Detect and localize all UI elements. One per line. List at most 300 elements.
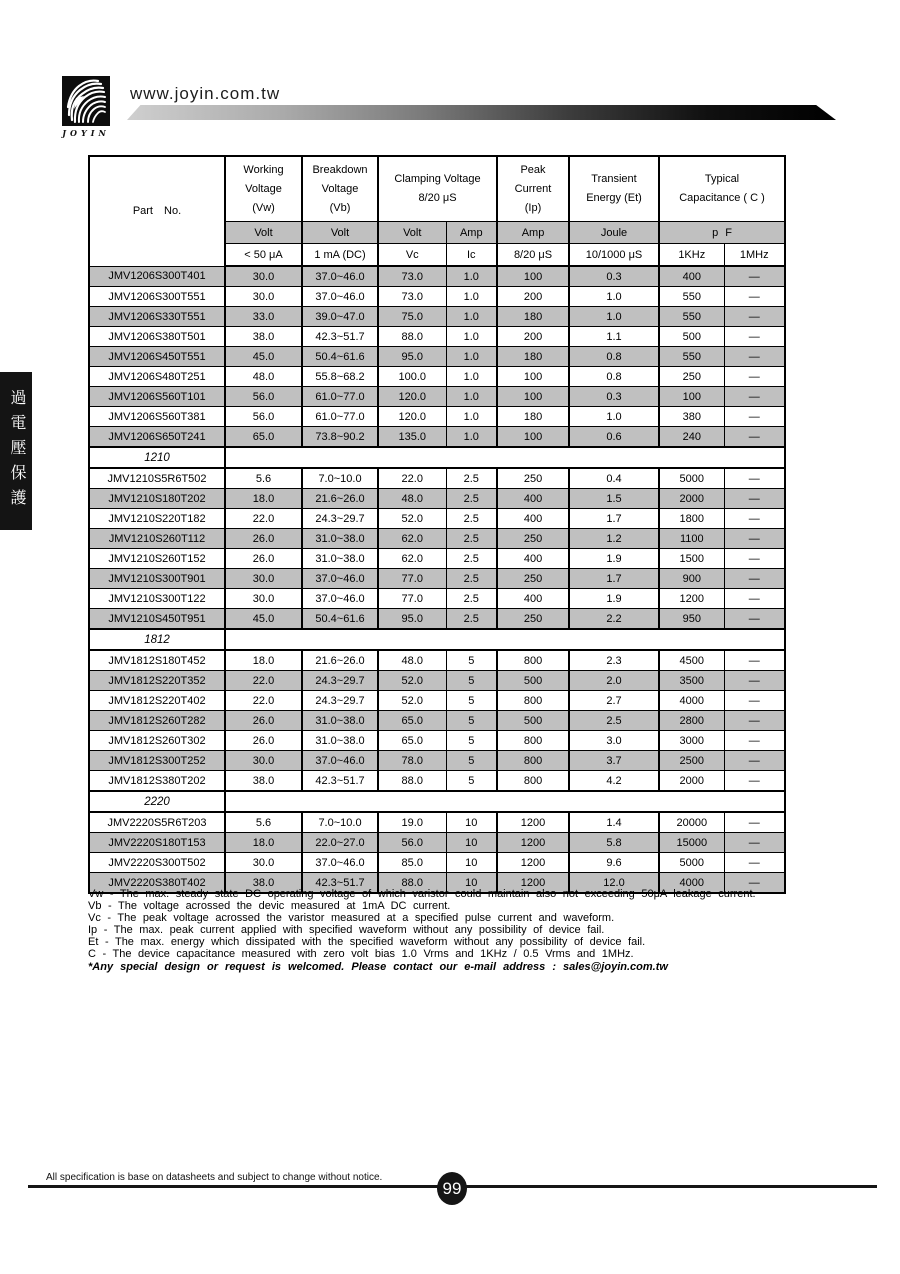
value-cell: — bbox=[724, 609, 785, 630]
value-cell: — bbox=[724, 287, 785, 307]
value-cell: 45.0 bbox=[225, 347, 302, 367]
value-cell: 180 bbox=[497, 307, 569, 327]
value-cell: 1200 bbox=[497, 833, 569, 853]
value-cell: 1.9 bbox=[569, 589, 659, 609]
value-cell: 61.0~77.0 bbox=[302, 407, 378, 427]
footnote-vw: Vw - The max. steady state DC operating voltage of which varistor could maintain also not exceeding 50μA leakage current. bbox=[88, 888, 756, 900]
value-cell: 77.0 bbox=[378, 569, 446, 589]
header-line: Working bbox=[243, 163, 284, 176]
website-url: www.joyin.com.tw bbox=[130, 84, 281, 103]
value-cell: 500 bbox=[497, 711, 569, 731]
header-line: (Vb) bbox=[329, 201, 351, 214]
value-cell: — bbox=[724, 509, 785, 529]
part-no-cell: JMV1210S5R6T502 bbox=[89, 468, 225, 489]
value-cell: 1.0 bbox=[446, 427, 497, 448]
value-cell: 21.6~26.0 bbox=[302, 650, 378, 671]
value-cell: 1.9 bbox=[569, 549, 659, 569]
value-cell: 2.5 bbox=[569, 711, 659, 731]
value-cell: 5.6 bbox=[225, 468, 302, 489]
value-cell: 100 bbox=[497, 367, 569, 387]
part-no-cell: JMV1210S450T951 bbox=[89, 609, 225, 630]
value-cell: 1500 bbox=[659, 549, 724, 569]
footnote-c: C - The device capacitance measured with zero volt bias 1.0 Vrms and 1KHz / 0.5 Vrms and 1MHz. bbox=[88, 948, 634, 960]
value-cell: 26.0 bbox=[225, 549, 302, 569]
condition-cell: 1MHz bbox=[724, 244, 785, 267]
value-cell: 30.0 bbox=[225, 266, 302, 287]
value-cell: — bbox=[724, 691, 785, 711]
value-cell: 0.4 bbox=[569, 468, 659, 489]
value-cell: 1.0 bbox=[569, 407, 659, 427]
value-cell: 2.5 bbox=[446, 589, 497, 609]
value-cell: 56.0 bbox=[225, 387, 302, 407]
value-cell: 180 bbox=[497, 407, 569, 427]
value-cell: 48.0 bbox=[378, 489, 446, 509]
value-cell: 37.0~46.0 bbox=[302, 287, 378, 307]
value-cell: 250 bbox=[497, 529, 569, 549]
unit-cell: Volt bbox=[225, 222, 302, 244]
value-cell: 1.0 bbox=[446, 347, 497, 367]
part-no-cell: JMV1206S560T101 bbox=[89, 387, 225, 407]
table-row bbox=[89, 609, 785, 630]
value-cell: 26.0 bbox=[225, 731, 302, 751]
value-cell: 21.6~26.0 bbox=[302, 489, 378, 509]
part-no-cell: JMV1210S300T122 bbox=[89, 589, 225, 609]
value-cell: 100 bbox=[497, 387, 569, 407]
value-cell: — bbox=[724, 589, 785, 609]
value-cell: 10 bbox=[446, 853, 497, 873]
table-row bbox=[89, 569, 785, 589]
value-cell: 65.0 bbox=[378, 731, 446, 751]
footer-disclaimer: All specification is base on datasheets and subject to change without notice. bbox=[46, 1172, 383, 1183]
value-cell: — bbox=[724, 731, 785, 751]
table-row bbox=[89, 307, 785, 327]
value-cell: — bbox=[724, 529, 785, 549]
value-cell: 1.0 bbox=[446, 327, 497, 347]
value-cell: 30.0 bbox=[225, 287, 302, 307]
unit-cell: p F bbox=[659, 222, 785, 244]
table-row bbox=[89, 751, 785, 771]
value-cell: — bbox=[724, 427, 785, 448]
value-cell: 5 bbox=[446, 731, 497, 751]
contact-note-text: *Any special design or request is welcomed. Please contact our e-mail address : bbox=[88, 961, 564, 973]
header-gradient-bar bbox=[127, 105, 836, 120]
value-cell: 18.0 bbox=[225, 833, 302, 853]
value-cell: 5 bbox=[446, 671, 497, 691]
value-cell: 1.4 bbox=[569, 812, 659, 833]
value-cell: 135.0 bbox=[378, 427, 446, 448]
value-cell: 1.0 bbox=[446, 266, 497, 287]
table-row bbox=[89, 833, 785, 853]
value-cell: 2.5 bbox=[446, 529, 497, 549]
spec-table-container bbox=[88, 155, 786, 894]
value-cell: 1200 bbox=[659, 589, 724, 609]
footnotes bbox=[88, 888, 788, 973]
value-cell: 50.4~61.6 bbox=[302, 347, 378, 367]
value-cell: 5 bbox=[446, 771, 497, 792]
value-cell: 800 bbox=[497, 691, 569, 711]
value-cell: 400 bbox=[497, 589, 569, 609]
value-cell: 1.1 bbox=[569, 327, 659, 347]
col-header-transient-energy bbox=[569, 156, 659, 222]
value-cell: 100 bbox=[497, 266, 569, 287]
col-header-peak-current bbox=[497, 156, 569, 222]
value-cell: 19.0 bbox=[378, 812, 446, 833]
value-cell: — bbox=[724, 771, 785, 792]
joyin-logo-icon bbox=[62, 76, 110, 126]
part-no-cell: JMV1812S300T252 bbox=[89, 751, 225, 771]
part-no-cell: JMV1206S300T401 bbox=[89, 266, 225, 287]
value-cell: 4000 bbox=[659, 691, 724, 711]
table-row bbox=[89, 509, 785, 529]
header-line: Transient bbox=[591, 173, 637, 185]
part-no-cell: JMV2220S380T402 bbox=[89, 873, 225, 894]
col-header-typical-capacitance bbox=[659, 156, 785, 222]
part-no-cell: JMV1812S260T302 bbox=[89, 731, 225, 751]
part-no-cell: JMV1206S380T501 bbox=[89, 327, 225, 347]
part-no-cell: JMV2220S5R6T203 bbox=[89, 812, 225, 833]
condition-cell: Vc bbox=[378, 244, 446, 267]
header-line: (Ip) bbox=[524, 201, 542, 214]
spec-table bbox=[88, 155, 786, 894]
value-cell: — bbox=[724, 327, 785, 347]
part-no-cell: JMV1812S380T202 bbox=[89, 771, 225, 792]
value-cell: 2.5 bbox=[446, 549, 497, 569]
value-cell: 77.0 bbox=[378, 589, 446, 609]
value-cell: 5 bbox=[446, 751, 497, 771]
value-cell: 22.0 bbox=[225, 509, 302, 529]
value-cell: 39.0~47.0 bbox=[302, 307, 378, 327]
value-cell: 400 bbox=[497, 549, 569, 569]
value-cell: 3.7 bbox=[569, 751, 659, 771]
value-cell: 250 bbox=[497, 569, 569, 589]
value-cell: 22.0 bbox=[378, 468, 446, 489]
value-cell: 0.6 bbox=[569, 427, 659, 448]
header-line: Current bbox=[514, 182, 552, 195]
value-cell: 62.0 bbox=[378, 549, 446, 569]
contact-email: sales@joyin.com.tw bbox=[563, 961, 668, 973]
value-cell: 31.0~38.0 bbox=[302, 549, 378, 569]
value-cell: 400 bbox=[497, 509, 569, 529]
value-cell: 550 bbox=[659, 307, 724, 327]
value-cell: 200 bbox=[497, 287, 569, 307]
value-cell: 3000 bbox=[659, 731, 724, 751]
value-cell: 7.0~10.0 bbox=[302, 468, 378, 489]
value-cell: 1200 bbox=[497, 873, 569, 894]
value-cell: 37.0~46.0 bbox=[302, 589, 378, 609]
value-cell: — bbox=[724, 569, 785, 589]
value-cell: 900 bbox=[659, 569, 724, 589]
value-cell: 24.3~29.7 bbox=[302, 691, 378, 711]
table-row bbox=[89, 812, 785, 833]
value-cell: — bbox=[724, 489, 785, 509]
value-cell: 78.0 bbox=[378, 751, 446, 771]
value-cell: 22.0 bbox=[225, 671, 302, 691]
header-line: Voltage bbox=[245, 182, 282, 195]
value-cell: 2000 bbox=[659, 489, 724, 509]
value-cell: 500 bbox=[659, 327, 724, 347]
value-cell: 550 bbox=[659, 347, 724, 367]
value-cell: 2000 bbox=[659, 771, 724, 792]
part-no-cell: JMV1210S260T112 bbox=[89, 529, 225, 549]
value-cell: 24.3~29.7 bbox=[302, 509, 378, 529]
value-cell: 5000 bbox=[659, 468, 724, 489]
value-cell: — bbox=[724, 711, 785, 731]
value-cell: 42.3~51.7 bbox=[302, 771, 378, 792]
table-row bbox=[89, 387, 785, 407]
section-label: 1210 bbox=[89, 447, 225, 468]
value-cell: 3.0 bbox=[569, 731, 659, 751]
value-cell: 73.0 bbox=[378, 266, 446, 287]
value-cell: 100.0 bbox=[378, 367, 446, 387]
value-cell: 2800 bbox=[659, 711, 724, 731]
value-cell: 500 bbox=[497, 671, 569, 691]
section-label: 2220 bbox=[89, 791, 225, 812]
value-cell: 1200 bbox=[497, 812, 569, 833]
table-row bbox=[89, 691, 785, 711]
value-cell: 88.0 bbox=[378, 873, 446, 894]
footnote-et: Et - The max. energy which dissipated with the specified waveform without any possibility of device fail. bbox=[88, 936, 646, 948]
value-cell: 65.0 bbox=[378, 711, 446, 731]
value-cell: 20000 bbox=[659, 812, 724, 833]
section-empty-cell bbox=[225, 791, 785, 812]
value-cell: 4.2 bbox=[569, 771, 659, 792]
value-cell: 1.2 bbox=[569, 529, 659, 549]
value-cell: 50.4~61.6 bbox=[302, 609, 378, 630]
value-cell: 33.0 bbox=[225, 307, 302, 327]
value-cell: 2.5 bbox=[446, 489, 497, 509]
table-row bbox=[89, 407, 785, 427]
value-cell: 1.0 bbox=[569, 307, 659, 327]
part-no-cell: JMV1812S260T282 bbox=[89, 711, 225, 731]
section-header-row bbox=[89, 791, 785, 812]
section-header-row bbox=[89, 629, 785, 650]
value-cell: 48.0 bbox=[225, 367, 302, 387]
table-row bbox=[89, 367, 785, 387]
value-cell: 55.8~68.2 bbox=[302, 367, 378, 387]
value-cell: 2.7 bbox=[569, 691, 659, 711]
value-cell: — bbox=[724, 387, 785, 407]
header-line: 8/20 μS bbox=[418, 192, 457, 204]
value-cell: 180 bbox=[497, 347, 569, 367]
col-header-part-no: Part No. bbox=[89, 156, 225, 266]
value-cell: 120.0 bbox=[378, 407, 446, 427]
value-cell: 48.0 bbox=[378, 650, 446, 671]
value-cell: 1.0 bbox=[446, 367, 497, 387]
value-cell: 52.0 bbox=[378, 671, 446, 691]
value-cell: 37.0~46.0 bbox=[302, 569, 378, 589]
col-header-working-voltage bbox=[225, 156, 302, 222]
value-cell: 30.0 bbox=[225, 751, 302, 771]
section-empty-cell bbox=[225, 447, 785, 468]
value-cell: 100 bbox=[497, 427, 569, 448]
header-row-main bbox=[89, 156, 785, 222]
value-cell: — bbox=[724, 671, 785, 691]
value-cell: 10 bbox=[446, 873, 497, 894]
value-cell: — bbox=[724, 650, 785, 671]
part-no-cell: JMV1812S220T402 bbox=[89, 691, 225, 711]
value-cell: 37.0~46.0 bbox=[302, 853, 378, 873]
part-no-cell: JMV1206S650T241 bbox=[89, 427, 225, 448]
value-cell: 1200 bbox=[497, 853, 569, 873]
value-cell: 3500 bbox=[659, 671, 724, 691]
condition-cell: Ic bbox=[446, 244, 497, 267]
header-line: Energy (Et) bbox=[586, 192, 642, 204]
value-cell: 2.5 bbox=[446, 609, 497, 630]
value-cell: 0.3 bbox=[569, 387, 659, 407]
value-cell: 100 bbox=[659, 387, 724, 407]
unit-cell: Joule bbox=[569, 222, 659, 244]
part-no-cell: JMV1206S480T251 bbox=[89, 367, 225, 387]
table-row bbox=[89, 589, 785, 609]
value-cell: 56.0 bbox=[378, 833, 446, 853]
part-no-cell: JMV1812S220T352 bbox=[89, 671, 225, 691]
page-number: 99 bbox=[442, 1178, 462, 1198]
value-cell: 250 bbox=[497, 468, 569, 489]
table-row bbox=[89, 771, 785, 792]
value-cell: 200 bbox=[497, 327, 569, 347]
value-cell: 2.2 bbox=[569, 609, 659, 630]
value-cell: 0.8 bbox=[569, 347, 659, 367]
value-cell: 73.0 bbox=[378, 287, 446, 307]
header-line: Clamping Voltage bbox=[394, 173, 481, 185]
value-cell: — bbox=[724, 549, 785, 569]
value-cell: — bbox=[724, 468, 785, 489]
value-cell: 88.0 bbox=[378, 327, 446, 347]
value-cell: 120.0 bbox=[378, 387, 446, 407]
value-cell: 52.0 bbox=[378, 509, 446, 529]
logo-text: JOYIN bbox=[62, 128, 110, 138]
part-no-cell: JMV1206S330T551 bbox=[89, 307, 225, 327]
value-cell: 26.0 bbox=[225, 711, 302, 731]
unit-cell: Volt bbox=[302, 222, 378, 244]
page-number-badge bbox=[437, 1172, 467, 1205]
value-cell: 2.5 bbox=[446, 569, 497, 589]
value-cell: 5.8 bbox=[569, 833, 659, 853]
value-cell: — bbox=[724, 873, 785, 894]
table-row bbox=[89, 327, 785, 347]
part-no-cell: JMV1210S220T182 bbox=[89, 509, 225, 529]
value-cell: 550 bbox=[659, 287, 724, 307]
value-cell: 950 bbox=[659, 609, 724, 630]
value-cell: 2.5 bbox=[446, 509, 497, 529]
value-cell: 250 bbox=[497, 609, 569, 630]
section-label: 1812 bbox=[89, 629, 225, 650]
table-row bbox=[89, 671, 785, 691]
value-cell: 1100 bbox=[659, 529, 724, 549]
table-row bbox=[89, 650, 785, 671]
value-cell: 88.0 bbox=[378, 771, 446, 792]
table-row bbox=[89, 347, 785, 367]
value-cell: — bbox=[724, 407, 785, 427]
table-row bbox=[89, 549, 785, 569]
value-cell: 2.5 bbox=[446, 468, 497, 489]
value-cell: 800 bbox=[497, 751, 569, 771]
value-cell: 85.0 bbox=[378, 853, 446, 873]
value-cell: 30.0 bbox=[225, 589, 302, 609]
spec-table-body bbox=[89, 266, 785, 893]
col-header-clamping-voltage bbox=[378, 156, 497, 222]
value-cell: 5 bbox=[446, 691, 497, 711]
table-row bbox=[89, 489, 785, 509]
part-no-cell: JMV1206S300T551 bbox=[89, 287, 225, 307]
value-cell: 22.0 bbox=[225, 691, 302, 711]
section-header-row bbox=[89, 447, 785, 468]
side-tab-overvoltage-protection bbox=[0, 372, 32, 530]
value-cell: 38.0 bbox=[225, 771, 302, 792]
value-cell: 42.3~51.7 bbox=[302, 327, 378, 347]
table-row bbox=[89, 468, 785, 489]
part-no-cell: JMV1206S560T381 bbox=[89, 407, 225, 427]
value-cell: 400 bbox=[659, 266, 724, 287]
value-cell: 10 bbox=[446, 812, 497, 833]
side-tab-label: 過電壓保護 bbox=[8, 388, 25, 514]
table-row bbox=[89, 853, 785, 873]
value-cell: 2500 bbox=[659, 751, 724, 771]
value-cell: 7.0~10.0 bbox=[302, 812, 378, 833]
value-cell: 73.8~90.2 bbox=[302, 427, 378, 448]
unit-cell: Amp bbox=[446, 222, 497, 244]
value-cell: 1.0 bbox=[446, 407, 497, 427]
value-cell: 30.0 bbox=[225, 569, 302, 589]
value-cell: 95.0 bbox=[378, 347, 446, 367]
value-cell: 65.0 bbox=[225, 427, 302, 448]
value-cell: 10 bbox=[446, 833, 497, 853]
part-no-cell: JMV1206S450T551 bbox=[89, 347, 225, 367]
value-cell: — bbox=[724, 307, 785, 327]
value-cell: 0.8 bbox=[569, 367, 659, 387]
value-cell: 62.0 bbox=[378, 529, 446, 549]
value-cell: 1800 bbox=[659, 509, 724, 529]
value-cell: 26.0 bbox=[225, 529, 302, 549]
unit-cell: Volt bbox=[378, 222, 446, 244]
value-cell: 400 bbox=[497, 489, 569, 509]
value-cell: 1.0 bbox=[446, 307, 497, 327]
footnote-vc: Vc - The peak voltage acrossed the varistor measured at a specified pulse current and waveform. bbox=[88, 912, 615, 924]
table-row bbox=[89, 266, 785, 287]
value-cell: 5000 bbox=[659, 853, 724, 873]
value-cell: — bbox=[724, 812, 785, 833]
header-line: Capacitance ( C ) bbox=[679, 192, 765, 204]
footnote-vb: Vb - The voltage acrossed the devic measured at 1mA DC current. bbox=[88, 900, 451, 912]
header-line: Peak bbox=[520, 163, 546, 176]
value-cell: 22.0~27.0 bbox=[302, 833, 378, 853]
header-line: (Vw) bbox=[252, 201, 275, 214]
table-row bbox=[89, 529, 785, 549]
condition-cell: 8/20 μS bbox=[497, 244, 569, 267]
value-cell: 380 bbox=[659, 407, 724, 427]
value-cell: 95.0 bbox=[378, 609, 446, 630]
value-cell: 5 bbox=[446, 650, 497, 671]
condition-cell: < 50 μA bbox=[225, 244, 302, 267]
value-cell: 31.0~38.0 bbox=[302, 529, 378, 549]
value-cell: 800 bbox=[497, 771, 569, 792]
part-no-cell: JMV1210S260T152 bbox=[89, 549, 225, 569]
header-line: Voltage bbox=[321, 182, 359, 195]
part-no-cell: JMV2220S300T502 bbox=[89, 853, 225, 873]
header-line: Typical bbox=[704, 173, 740, 185]
value-cell: 18.0 bbox=[225, 489, 302, 509]
part-no-cell: JMV1210S300T901 bbox=[89, 569, 225, 589]
value-cell: 4500 bbox=[659, 650, 724, 671]
value-cell: 75.0 bbox=[378, 307, 446, 327]
value-cell: 1.0 bbox=[446, 287, 497, 307]
value-cell: 38.0 bbox=[225, 873, 302, 894]
value-cell: 61.0~77.0 bbox=[302, 387, 378, 407]
joyin-logo bbox=[62, 76, 110, 126]
unit-cell: Amp bbox=[497, 222, 569, 244]
value-cell: 18.0 bbox=[225, 650, 302, 671]
value-cell: 31.0~38.0 bbox=[302, 731, 378, 751]
